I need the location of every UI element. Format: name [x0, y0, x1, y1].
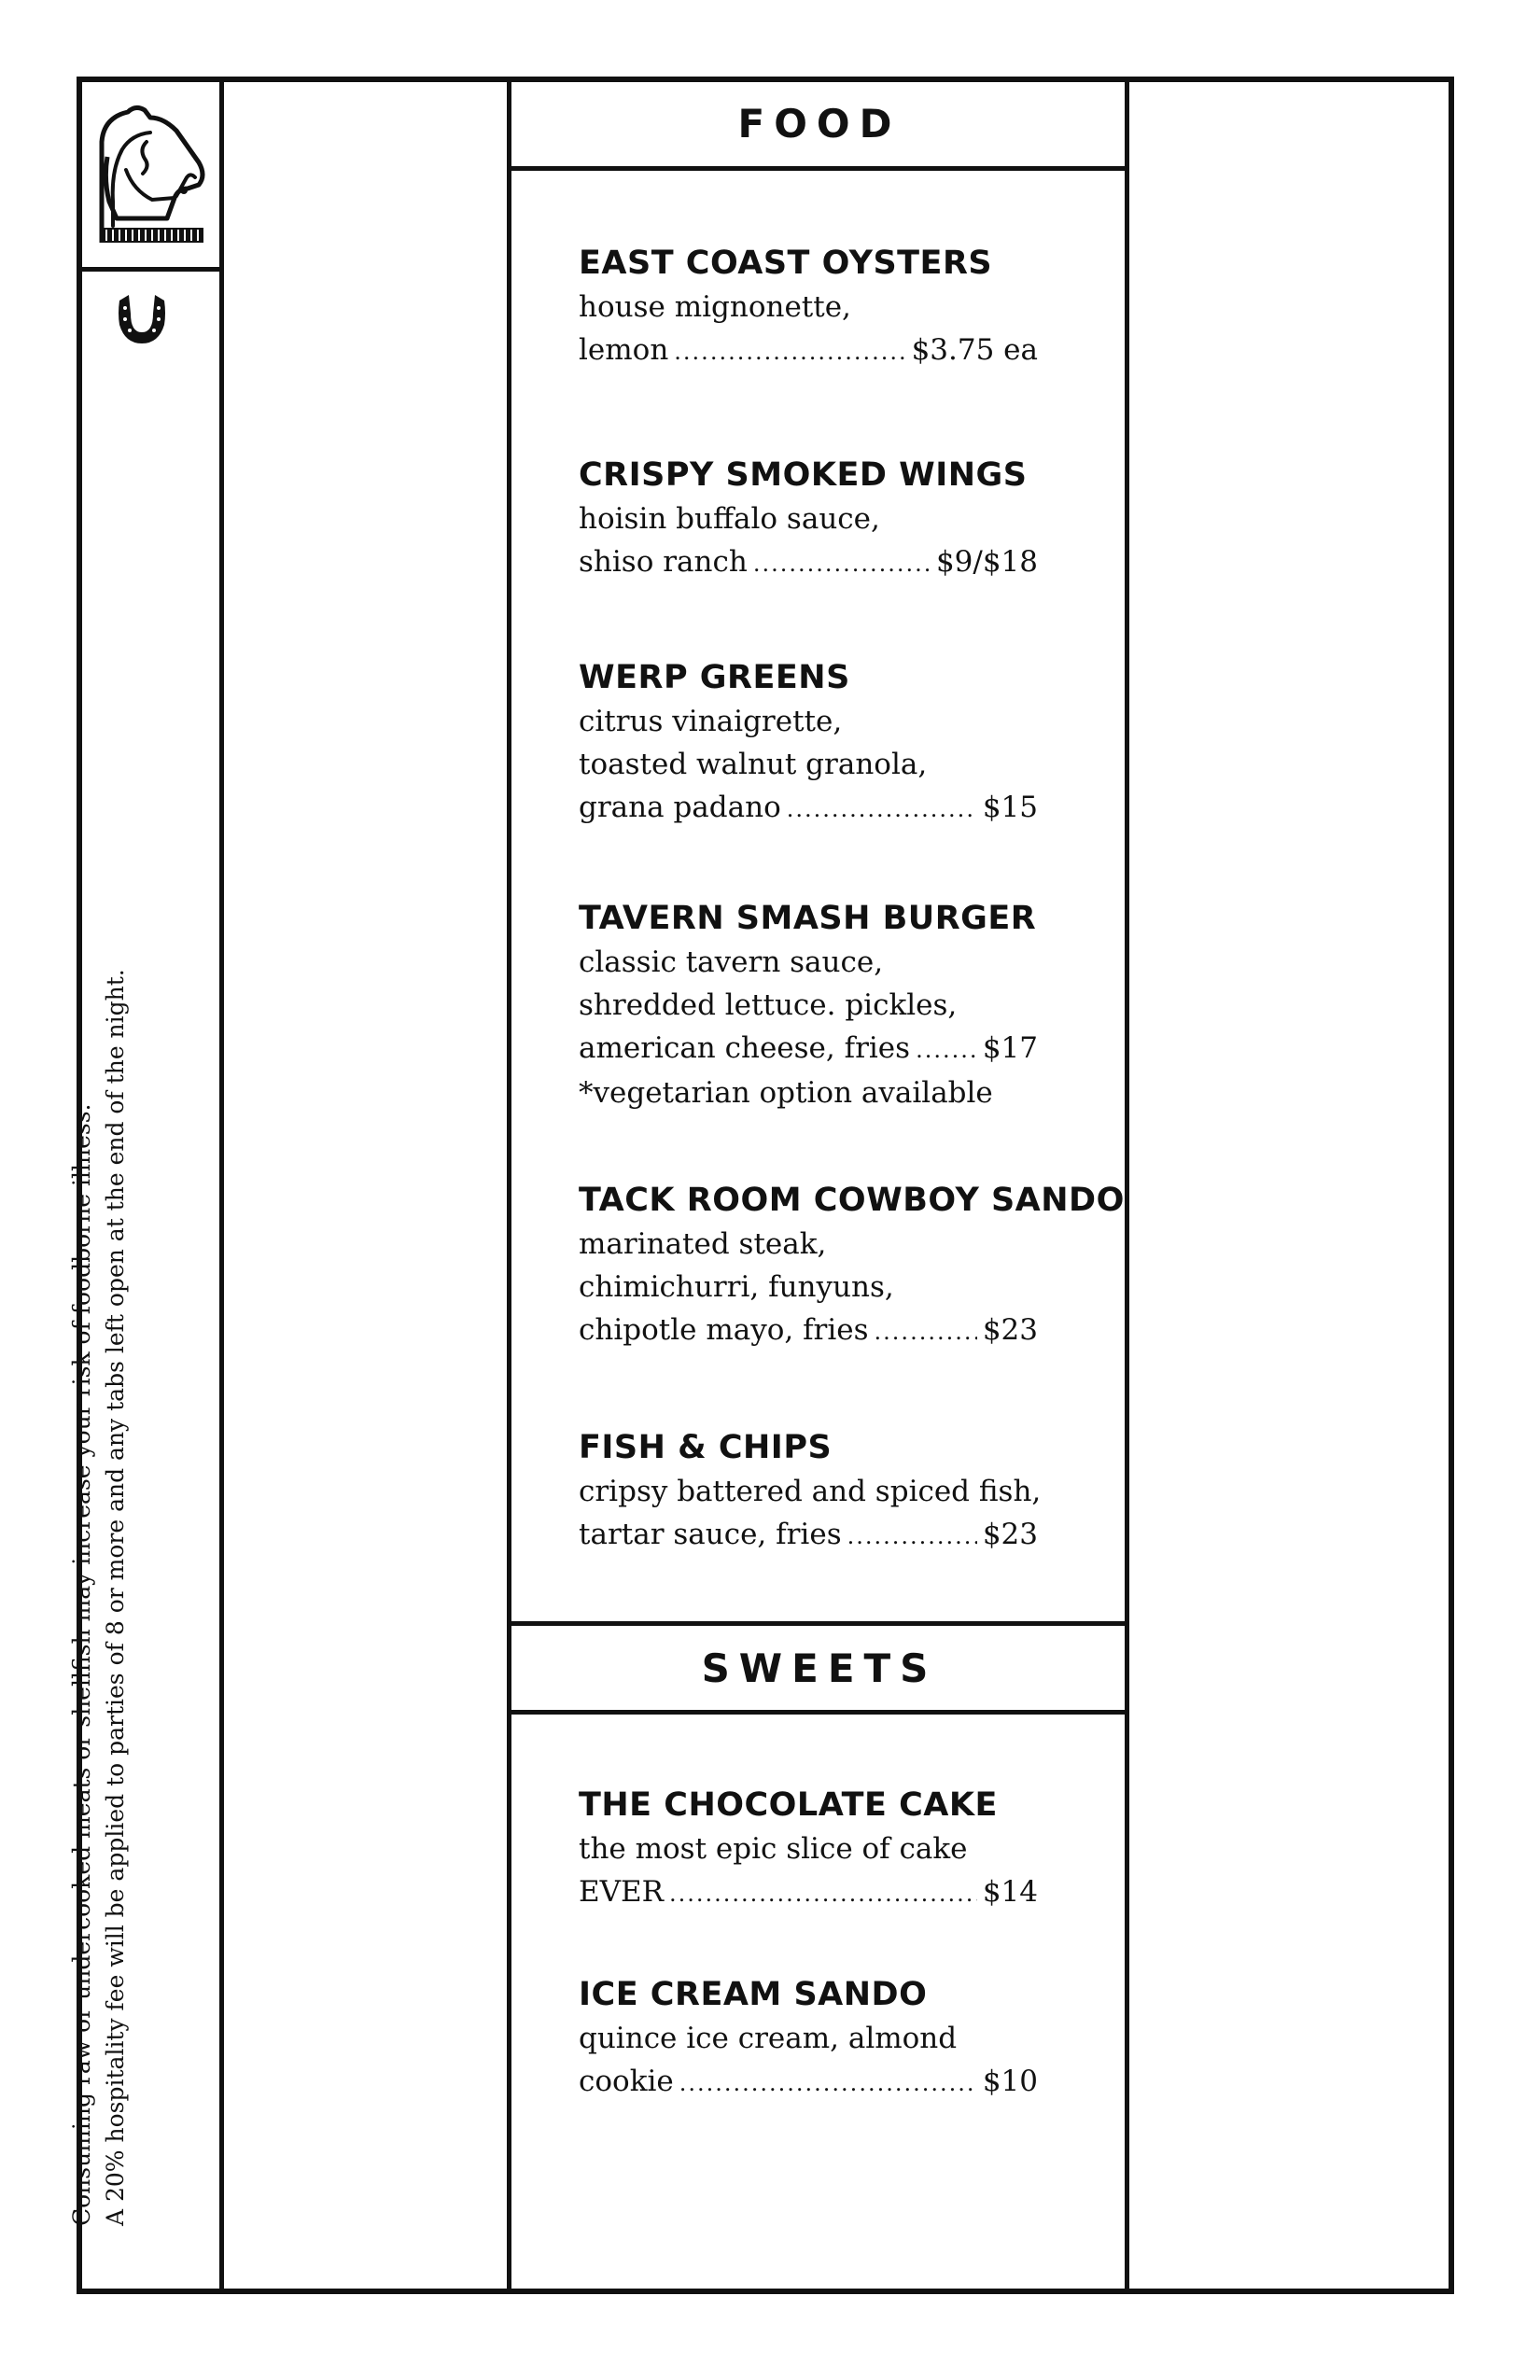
menu-item-tack-room-cowboy-sando [579, 1178, 1125, 1353]
item-price-line [579, 786, 1038, 831]
item-name: WERP GREENS [579, 659, 850, 696]
column-divider-left [219, 77, 224, 2294]
item-name: TACK ROOM COWBOY SANDO [579, 1182, 1125, 1219]
item-price: $23 [982, 1518, 1038, 1551]
item-description-end: tartar sauce, fries [579, 1518, 842, 1551]
item-description: shredded lettuce. pickles, [579, 988, 958, 1022]
item-name: EAST COAST OYSTERS [579, 245, 993, 282]
item-price: $15 [982, 791, 1038, 824]
menu-item-fish-and-chips [579, 1425, 1045, 1558]
leader-dots [753, 542, 931, 585]
leader-dots [674, 330, 905, 373]
item-description-end: cookie [579, 2065, 674, 2098]
food-header-rule [507, 166, 1129, 171]
item-description-end: american cheese, fries [579, 1031, 911, 1065]
item-price: $23 [982, 1313, 1038, 1347]
sweets-header-top-rule [507, 1621, 1129, 1626]
menu-item-tavern-smash-burger [579, 896, 1045, 1114]
item-description-end: grana padano [579, 791, 781, 824]
item-name: THE CHOCOLATE CAKE [579, 1786, 998, 1824]
item-price-line [579, 540, 1038, 585]
item-description-end: lemon [579, 333, 669, 367]
item-price-line [579, 1027, 1038, 1071]
item-price: $10 [982, 2065, 1038, 2098]
horseshoe-icon [116, 291, 168, 345]
item-description: toasted walnut granola, [579, 748, 928, 781]
item-price-line [579, 1309, 1038, 1353]
leader-dots [787, 788, 977, 831]
item-price: $14 [982, 1875, 1038, 1909]
item-description: cripsy battered and spiced fish, [579, 1475, 1042, 1508]
item-price-line [579, 1870, 1038, 1915]
food-section-title: FOOD [737, 101, 902, 147]
menu-item-the-chocolate-cake [579, 1783, 1045, 1915]
column-divider-center-right [1125, 77, 1129, 2294]
item-price-line [579, 2060, 1038, 2105]
column-divider-center-left [507, 77, 511, 2294]
item-description-end: EVER [579, 1875, 664, 1909]
item-name: TAVERN SMASH BURGER [579, 900, 1037, 937]
sweets-section-title: SWEETS [701, 1645, 938, 1691]
item-price-line [579, 329, 1038, 373]
disclaimer-hospitality-fee: A 20% hospitality fee will be applied to parties of 8 or more and any tabs left open at the end of the night. [102, 969, 129, 2226]
item-name: FISH & CHIPS [579, 1429, 833, 1466]
leader-dots [669, 1872, 977, 1915]
item-price: $3.75 ea [911, 333, 1038, 367]
leader-dots [875, 1310, 977, 1353]
item-note: *vegetarian option available [579, 1076, 993, 1110]
disclaimer [65, 969, 133, 2226]
item-description: the most epic slice of cake [579, 1832, 968, 1866]
menu-item-werp-greens [579, 655, 1045, 831]
horse-head-logo-icon [98, 105, 205, 245]
sweets-header-bottom-rule [507, 1710, 1129, 1715]
item-description: house mignonette, [579, 290, 851, 324]
item-description: marinated steak, [579, 1227, 827, 1261]
item-price: $17 [982, 1031, 1038, 1065]
item-description: quince ice cream, almond [579, 2022, 958, 2055]
leader-dots [679, 2062, 977, 2105]
item-description: hoisin buffalo sauce, [579, 502, 880, 536]
menu-item-crispy-smoked-wings [579, 453, 1045, 585]
leader-dots [847, 1515, 977, 1558]
item-name: ICE CREAM SANDO [579, 1976, 928, 2013]
item-description: classic tavern sauce, [579, 945, 884, 979]
menu-item-east-coast-oysters [579, 241, 1045, 373]
item-price: $9/$18 [935, 545, 1038, 579]
leader-dots [916, 1029, 977, 1071]
logo-divider [77, 267, 221, 272]
item-description-end: shiso ranch [579, 545, 748, 579]
item-name: CRISPY SMOKED WINGS [579, 456, 1028, 494]
item-description: chimichurri, funyuns, [579, 1270, 894, 1304]
menu-item-ice-cream-sando [579, 1972, 1045, 2105]
item-description: citrus vinaigrette, [579, 705, 843, 738]
item-price-line [579, 1513, 1038, 1558]
disclaimer-raw-food: Consuming raw or undercooked meats or shellfish may increase your risk of foodborne illness. [68, 1103, 95, 2226]
item-description-end: chipotle mayo, fries [579, 1313, 869, 1347]
